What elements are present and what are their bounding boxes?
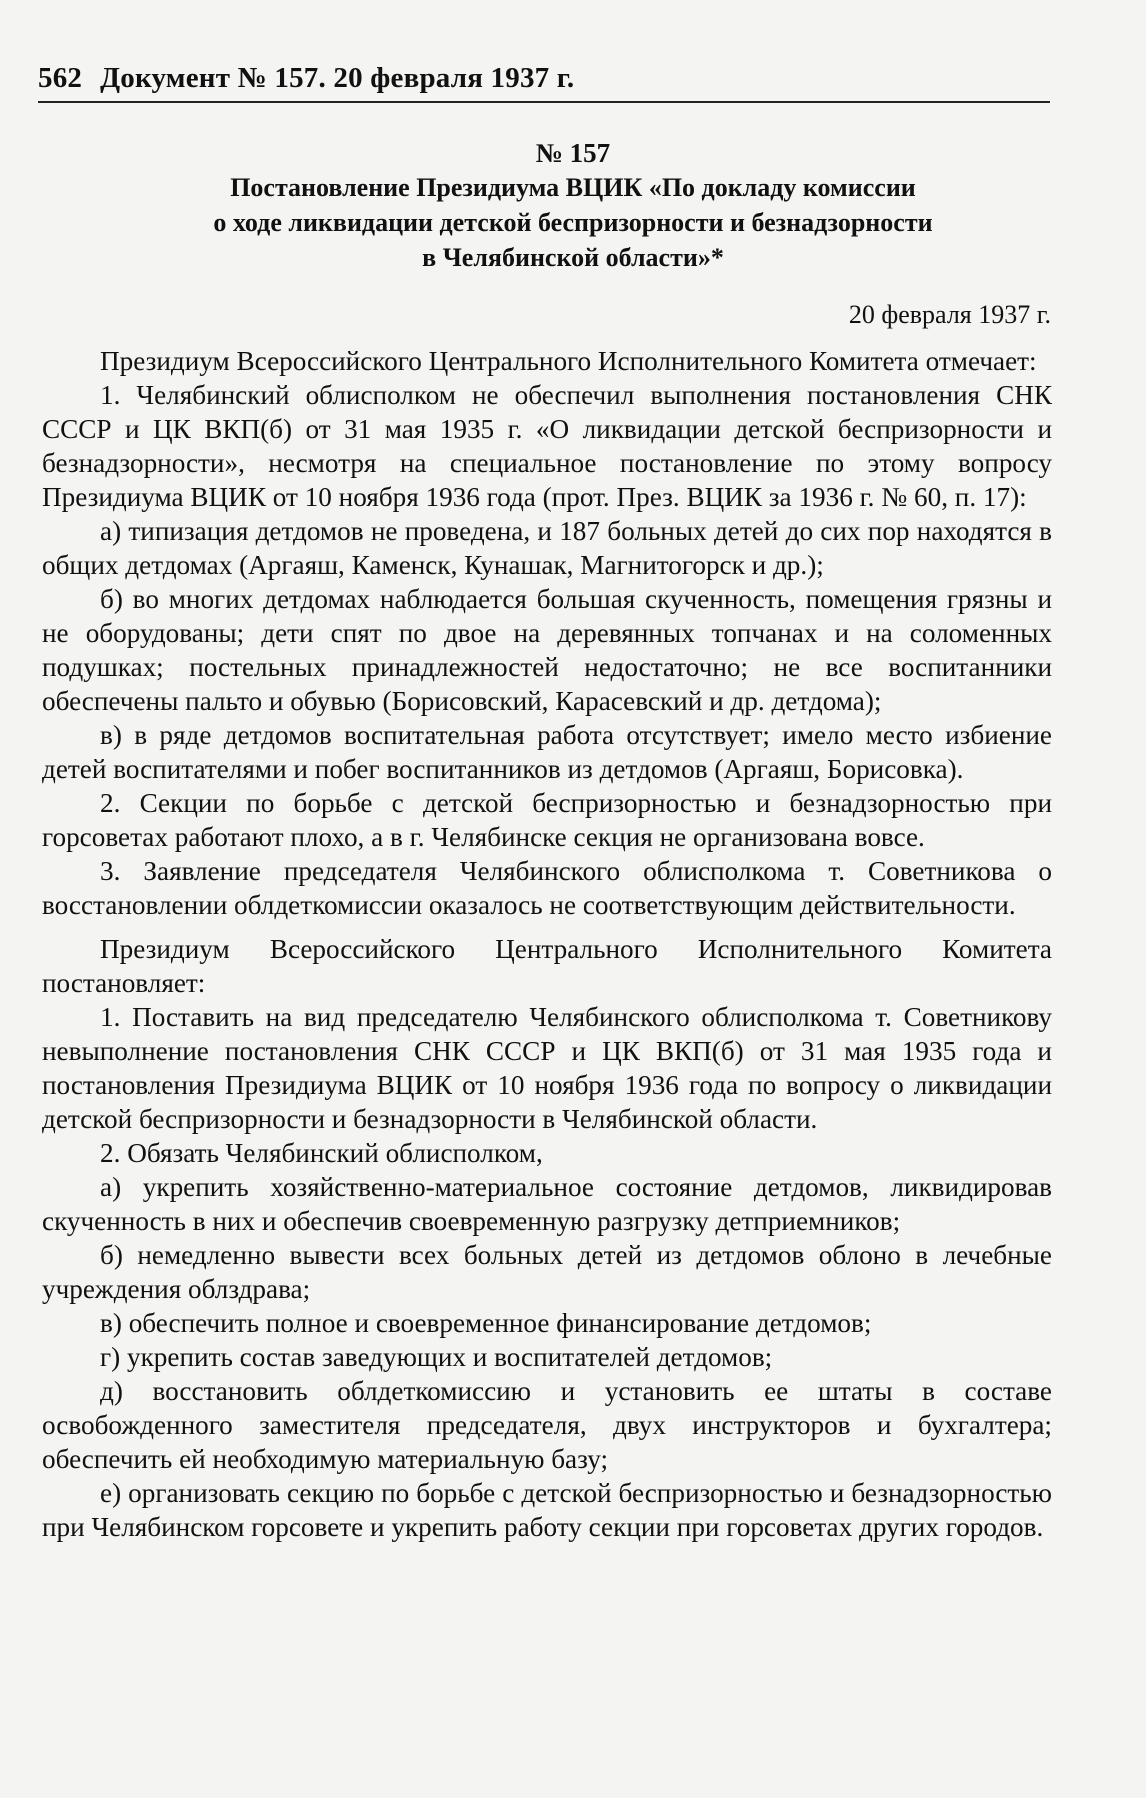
paragraph: в) обеспечить полное и своевременное финансирование детдомов; [100, 1308, 872, 1338]
running-header [38, 62, 574, 95]
paragraph: 3. Заявление председателя Челябинского облисполкома т. Советникова о восстановлении облдеткомиссии оказалось не соответствующим действительности. [42, 856, 1052, 920]
paragraph: е) организовать секцию по борьбе с детской беспризорностью и безнадзорностью при Челябинском горсовете и укрепить работу секции при горсоветах других городов. [42, 1478, 1052, 1542]
document-date: 20 февраля 1937 г. [848, 300, 1051, 329]
paragraph: Президиум Всероссийского Центрального Исполнительного Комитета постановляет: [42, 934, 1052, 998]
document-title [60, 170, 1086, 275]
paragraph: а) укрепить хозяйственно-материальное состояние детдомов, ликвидировав скученность в них и обеспечив своевременную разгрузку детприемников; [42, 1172, 1052, 1236]
paragraph: в) в ряде детдомов воспитательная работа отсутствует; имело место избиение детей воспитателями и побег воспитанников из детдомов (Аргаяш, Борисовка). [42, 720, 1052, 784]
title-line: Постановление Президиума ВЦИК «По докладу комиссии [230, 173, 916, 202]
paragraph: 2. Секции по борьбе с детской беспризорностью и безнадзорностью при горсоветах работают плохо, а в г. Челябинске секция не организована вовсе. [42, 788, 1052, 852]
paragraph: д) восстановить облдеткомиссию и установить ее штаты в составе освобожденного заместителя председателя, двух инструкторов и бухгалтера; обеспечить ей необходимую материальную базу; [42, 1376, 1052, 1474]
title-line: в Челябинской области»* [422, 243, 724, 272]
title-line: о ходе ликвидации детской беспризорности и безнадзорности [213, 208, 933, 237]
paragraph: 1. Челябинский облисполком не обеспечил выполнения постановления СНК СССР и ЦК ВКП(б) от 31 мая 1935 г. «О ликвидации детской беспризорности и безнадзорности», несмотря на специальное постановление по этому вопросу Президиума ВЦИК от 10 ноября 1936 года (прот. През. ВЦИК за 1936 г. № 60, п. 17): [42, 380, 1052, 512]
document-body [42, 344, 1052, 1544]
paragraph: б) во многих детдомах наблюдается большая скученность, помещения грязны и не оборудованы; дети спят по двое на деревянных топчанах и на соломенных подушках; постельных принадлежностей недостаточно; не все воспитанники обеспечены пальто и обувью (Борисовский, Карасевский и др. детдома); [42, 584, 1052, 716]
paragraph: а) типизация детдомов не проведена, и 187 больных детей до сих пор находятся в общих детдомах (Аргаяш, Каменск, Кунашак, Магнитогорск и др.); [42, 516, 1052, 580]
paragraph: Президиум Всероссийского Центрального Исполнительного Комитета отмечает: [100, 346, 1037, 376]
paragraph: 1. Поставить на вид председателю Челябинского облисполкома т. Советникову невыполнение постановления СНК СССР и ЦК ВКП(б) от 31 мая 1935 года и постановления Президиума ВЦИК от 10 ноября 1936 года по вопросу о ликвидации детской беспризорности и безнадзорности в Челябинской области. [42, 1002, 1052, 1134]
document-number: № 157 [535, 138, 611, 168]
running-title: Документ № 157. 20 февраля 1937 г. [100, 62, 575, 94]
paragraph: б) немедленно вывести всех больных детей из детдомов облоно в лечебные учреждения облздрава; [42, 1240, 1052, 1304]
header-rule [38, 101, 1050, 103]
paragraph: г) укрепить состав заведующих и воспитателей детдомов; [100, 1342, 773, 1372]
paragraph: 2. Обязать Челябинский облисполком, [100, 1138, 543, 1168]
page-number: 562 [38, 62, 83, 94]
